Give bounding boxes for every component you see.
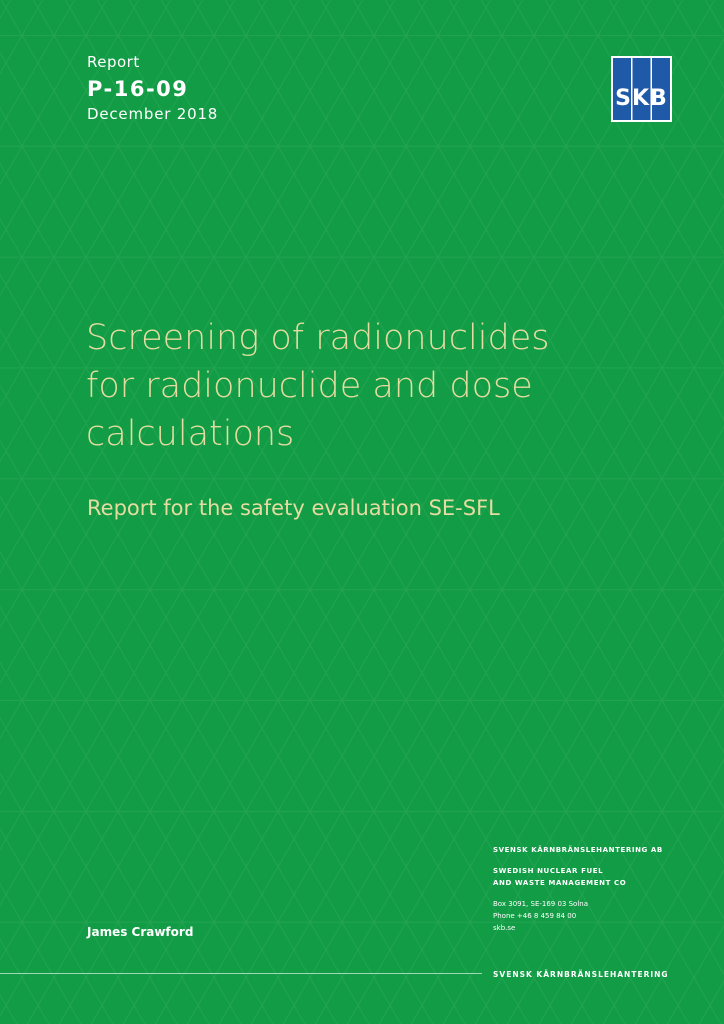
company-name-english-line2: AND WASTE MANAGEMENT CO [493,879,627,887]
report-subtitle: Report for the safety evaluation SE-SFL [87,496,500,520]
skb-logo [611,56,672,122]
company-address: Box 3091, SE-169 03 Solna [493,900,589,908]
title-line: for radionuclide and dose [86,366,533,406]
svg-text:SKB: SKB [615,86,668,111]
company-website: skb.se [493,924,516,932]
footer-company-name: SVENSK KÄRNBRÄNSLEHANTERING [493,970,669,979]
company-name-english-line1: SWEDISH NUCLEAR FUEL [493,867,604,875]
report-title [86,314,646,458]
author-name: James Crawford [87,925,194,939]
title-line: Screening of radionuclides [86,318,550,358]
footer-divider [0,973,482,974]
report-type-label: Report [87,53,140,71]
title-line: calculations [86,414,295,454]
company-name-swedish: SVENSK KÄRNBRÄNSLEHANTERING AB [493,846,663,854]
company-info [493,844,663,934]
report-date: December 2018 [87,105,219,123]
company-phone: Phone +46 8 459 84 00 [493,912,577,920]
report-number: P-16-09 [87,77,189,101]
